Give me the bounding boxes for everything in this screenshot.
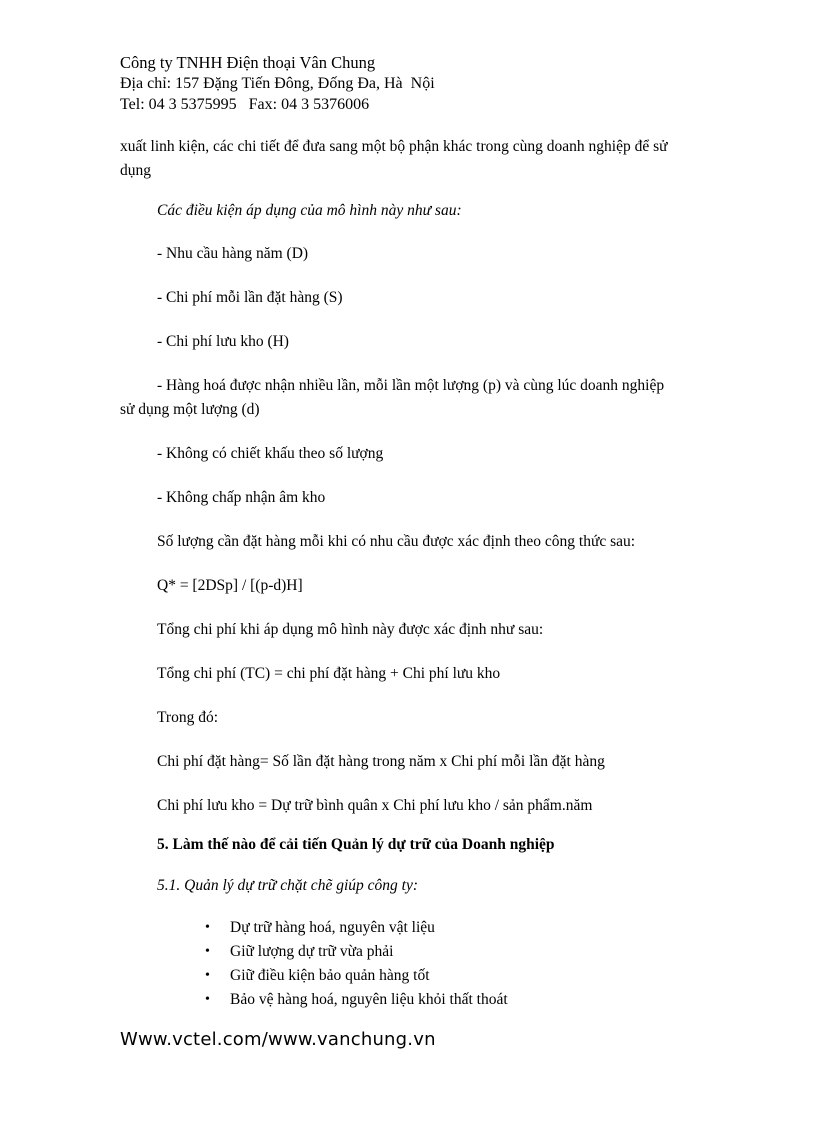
letterhead <box>120 52 435 115</box>
paragraph-continuation-line2: dụng <box>120 162 151 179</box>
company-contact: Tel: 04 3 5375995 Fax: 04 3 5376006 <box>120 96 370 113</box>
list-item <box>205 940 508 964</box>
conditions-intro: Các điều kiện áp dụng của mô hình này như sau: <box>157 202 462 219</box>
condition-item-3: - Chi phí lưu kho (H) <box>157 333 289 350</box>
list-item <box>205 988 508 1012</box>
list-item-text: Giữ điều kiện bảo quản hàng tốt <box>230 967 430 984</box>
bullet-icon: • <box>205 968 210 983</box>
benefits-list <box>205 916 508 1012</box>
quantity-intro: Số lượng cần đặt hàng mỗi khi có nhu cầu được xác định theo công thức sau: <box>157 533 636 550</box>
bullet-icon: • <box>205 992 210 1007</box>
bullet-icon: • <box>205 920 210 935</box>
list-item-text: Giữ lượng dự trữ vừa phải <box>230 943 394 960</box>
total-cost-intro: Tổng chi phí khi áp dụng mô hình này được xác định như sau: <box>157 621 544 638</box>
footer-website: Www.vctel.com/www.vanchung.vn <box>120 1029 436 1050</box>
condition-item-2: - Chi phí mỗi lần đặt hàng (S) <box>157 289 343 306</box>
bullet-icon: • <box>205 944 210 959</box>
paragraph-continuation-line1: xuất linh kiện, các chi tiết để đưa sang một bộ phận khác trong cùng doanh nghiệp để sử <box>120 138 668 155</box>
section-heading: 5. Làm thế nào để cải tiến Quản lý dự trữ của Doanh nghiệp <box>157 836 555 853</box>
holding-cost-formula: Chi phí lưu kho = Dự trữ bình quân x Chi phí lưu kho / sản phẩm.năm <box>157 797 593 814</box>
total-cost-formula: Tổng chi phí (TC) = chi phí đặt hàng + Chi phí lưu kho <box>157 665 501 682</box>
condition-item-1: - Nhu cầu hàng năm (D) <box>157 245 309 262</box>
company-address: Địa chỉ: 157 Đặng Tiến Đông, Đống Đa, Hà Nội <box>120 75 435 92</box>
list-item <box>205 964 508 988</box>
condition-item-4-line1: - Hàng hoá được nhận nhiều lần, mỗi lần một lượng (p) và cùng lúc doanh nghiệp <box>157 377 665 394</box>
list-item-text: Bảo vệ hàng hoá, nguyên liệu khỏi thất thoát <box>230 991 508 1008</box>
company-name: Công ty TNHH Điện thoại Vân Chung <box>120 53 376 72</box>
formula-q: Q* = [2DSp] / [(p-d)H] <box>157 577 303 594</box>
condition-item-6: - Không chấp nhận âm kho <box>157 489 326 506</box>
condition-item-5: - Không có chiết khấu theo số lượng <box>157 445 384 462</box>
condition-item-4-line2: sử dụng một lượng (d) <box>120 401 260 418</box>
list-item <box>205 916 508 940</box>
ordering-cost-formula: Chi phí đặt hàng= Số lần đặt hàng trong năm x Chi phí mỗi lần đặt hàng <box>157 753 605 770</box>
where-label: Trong đó: <box>157 709 219 726</box>
subsection-heading: 5.1. Quản lý dự trữ chặt chẽ giúp công ty: <box>157 877 418 894</box>
list-item-text: Dự trữ hàng hoá, nguyên vật liệu <box>230 919 435 936</box>
